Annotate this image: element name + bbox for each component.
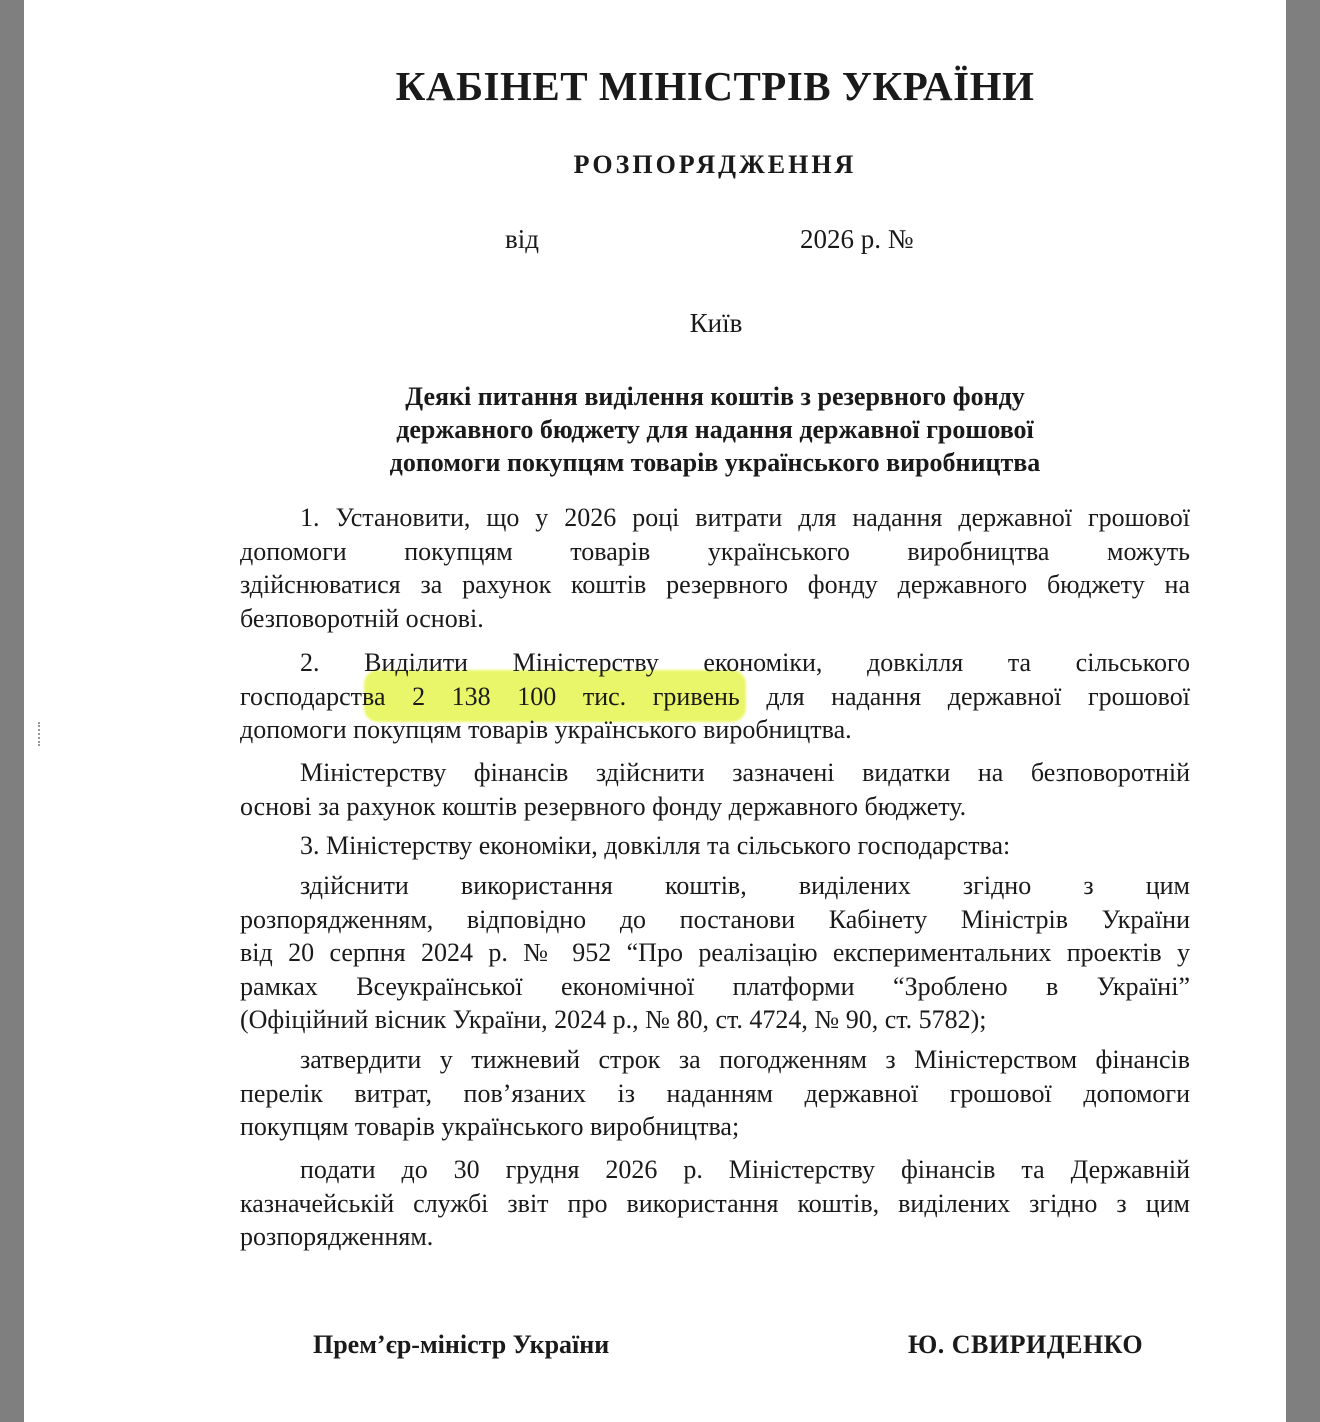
heading-line: Деякі питання виділення коштів з резервного фонду: [405, 382, 1025, 411]
paragraph: [240, 869, 1190, 1037]
paragraph-line: Міністерству фінансів здійснити зазначені видатки на безповоротній: [300, 758, 1190, 787]
heading-line: допомоги покупцям товарів українського виробництва: [389, 448, 1041, 477]
paragraph-line: 3. Міністерству економіки, довкілля та сільського господарства:: [300, 831, 1011, 860]
paragraph-line: (Офіційний вісник України, 2024 р., № 80, ст. 4724, № 90, ст. 5782);: [240, 1005, 987, 1034]
paragraph-line: 2. Виділити Міністерству економіки, довкілля та сільського: [300, 648, 1190, 677]
paragraph-line: подати до 30 грудня 2026 р. Міністерству фінансів та Державній: [300, 1155, 1190, 1184]
paragraph-line: покупцям товарів українського виробництва;: [240, 1112, 740, 1141]
paragraph: [240, 501, 1190, 635]
document-heading: [0, 380, 1320, 479]
heading-line: державного бюджету для надання державної грошової: [396, 415, 1034, 444]
paragraph: [240, 646, 1190, 747]
margin-mark: [38, 722, 43, 746]
paragraph-line: розпорядженням.: [240, 1222, 434, 1251]
paragraph: [240, 1043, 1190, 1144]
paragraph-line: перелік витрат, пов’язаних із наданням державної грошової допомоги: [240, 1078, 1190, 1108]
signatory-title: Прем’єр-міністр України: [313, 1330, 610, 1359]
paragraph: [240, 829, 1190, 863]
paragraph-line: допомоги покупцям товарів українського виробництва можуть: [240, 536, 1190, 566]
paragraph-line: від 20 серпня 2024 р. № 952 “Про реалізацію експериментальних проектів у: [240, 938, 1190, 967]
paragraph-line: здійснюватися за рахунок коштів резервного фонду державного бюджету на: [240, 570, 1190, 599]
paragraph: [240, 1153, 1190, 1254]
date-year-number: 2026 р. №: [800, 224, 914, 254]
paragraph-line: здійснити використання коштів, виділених згідно з цим: [300, 871, 1190, 900]
paragraph-line: господарства 2 138 100 тис. гривень для надання державної грошової: [240, 681, 1190, 711]
paragraph-line: допомоги покупцям товарів українського виробництва.: [240, 715, 852, 744]
paragraph-line: основі за рахунок коштів резервного фонду державного бюджету.: [240, 791, 967, 821]
paragraph-line: рамках Всеукраїнської економічної платформи “Зроблено в Україні”: [240, 971, 1190, 1001]
paragraph-line: безповоротній основі.: [240, 603, 484, 633]
signatory-name: Ю. СВИРИДЕНКО: [908, 1330, 1144, 1359]
paragraph-line: затвердити у тижневий строк за погодженням з Міністерством фінансів: [300, 1045, 1190, 1074]
document-type: РОЗПОРЯДЖЕННЯ: [573, 150, 857, 179]
paragraph-line: казначейській службі звіт про використання коштів, виділених згідно з цим: [240, 1188, 1190, 1218]
document-issuer: КАБІНЕТ МІНІСТРІВ УКРАЇНИ: [395, 63, 1035, 109]
city: Київ: [689, 308, 743, 338]
paragraph-line: розпорядженням, відповідно до постанови Кабінету Міністрів України: [240, 904, 1190, 934]
date-from-label: від: [505, 224, 539, 254]
paragraph: [240, 756, 1190, 823]
paragraph-line: 1. Установити, що у 2026 році витрати для надання державної грошової: [300, 503, 1190, 532]
